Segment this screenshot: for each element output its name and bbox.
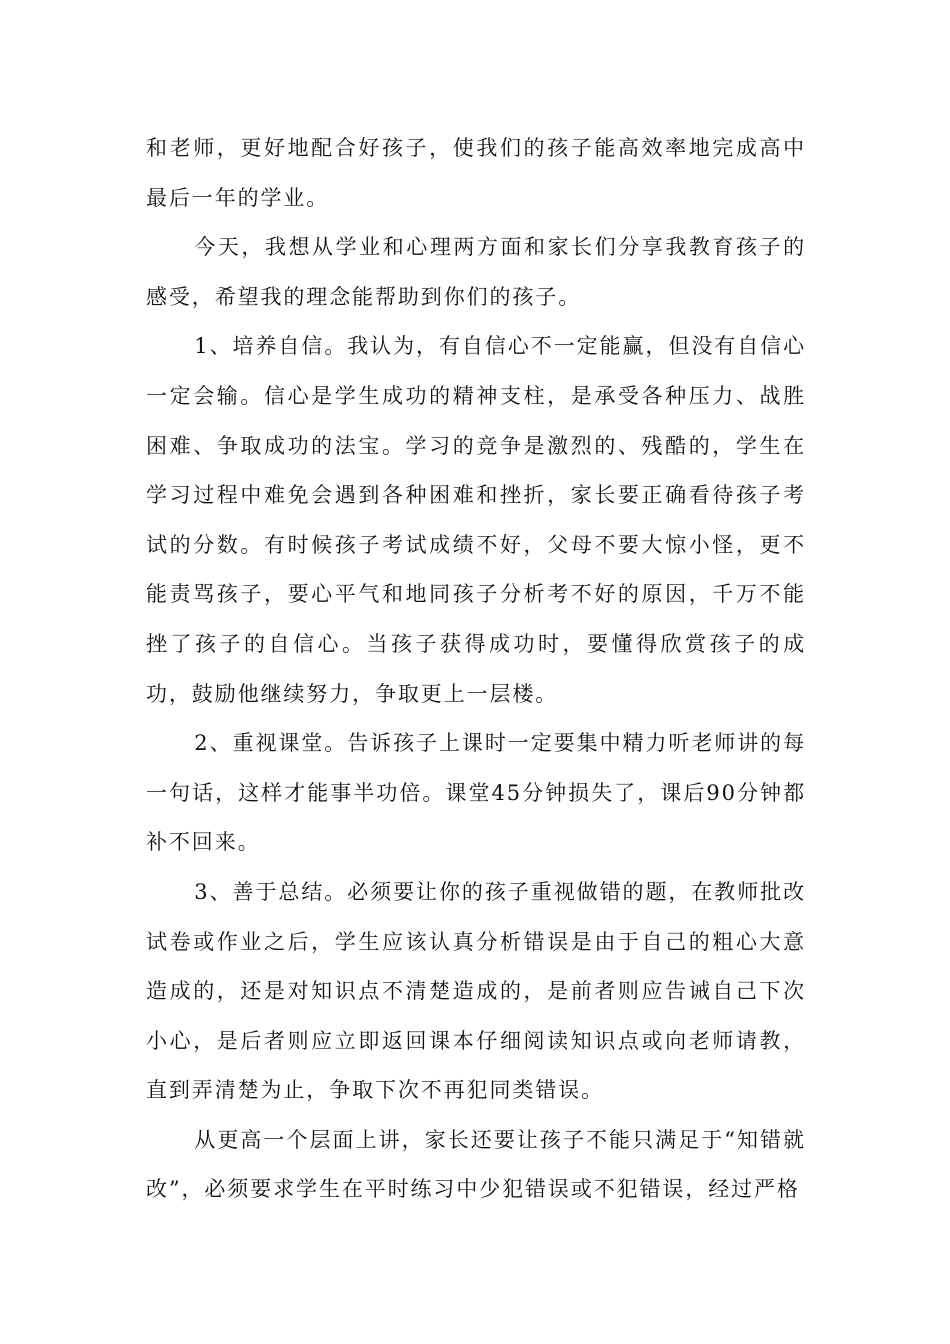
paragraph-higher-level: 从更高一个层面上讲，家长还要让孩子不能只满足于“知错就改”，必须要求学生在平时练习中少犯错误或不犯错误，经过严格 [146,1127,806,1202]
paragraph-point-2-classroom: 2、重视课堂。告诉孩子上课时一定要集中精力听老师讲的每一句话，这样才能事半功倍。课堂45分钟损失了，课后90分钟都补不回来。 [146,731,806,855]
document-body [146,124,806,1215]
paragraph-point-3-summary: 3、善于总结。必须要让你的孩子重视做错的题，在教师批改试卷或作业之后，学生应该认真分析错误是由于自己的粗心大意造成的，还是对知识点不清楚造成的，是前者则应告诫自己下次小心，是后者则应立即返回课本仔细阅读知识点或向老师请教，直到弄清楚为止，争取下次不再犯同类错误。 [146,879,806,1103]
paragraph-continuation: 和老师，更好地配合好孩子，使我们的孩子能高效率地完成高中最后一年的学业。 [146,136,806,210]
paragraph-intro: 今天，我想从学业和心理两方面和家长们分享我教育孩子的感受，希望我的理念能帮助到你们的孩子。 [146,235,806,309]
paragraph-point-1-confidence: 1、培养自信。我认为，有自信心不一定能赢，但没有自信心一定会输。信心是学生成功的精神支柱，是承受各种压力、战胜困难、争取成功的法宝。学习的竞争是激烈的、残酷的，学生在学习过程中难免会遇到各种困难和挫折，家长要正确看待孩子考试的分数。有时候孩子考试成绩不好，父母不要大惊小怪，更不能责骂孩子，要心平气和地同孩子分析考不好的原因，千万不能挫了孩子的自信心。当孩子获得成功时，要懂得欣赏孩子的成功，鼓励他继续努力，争取更上一层楼。 [146,334,806,706]
